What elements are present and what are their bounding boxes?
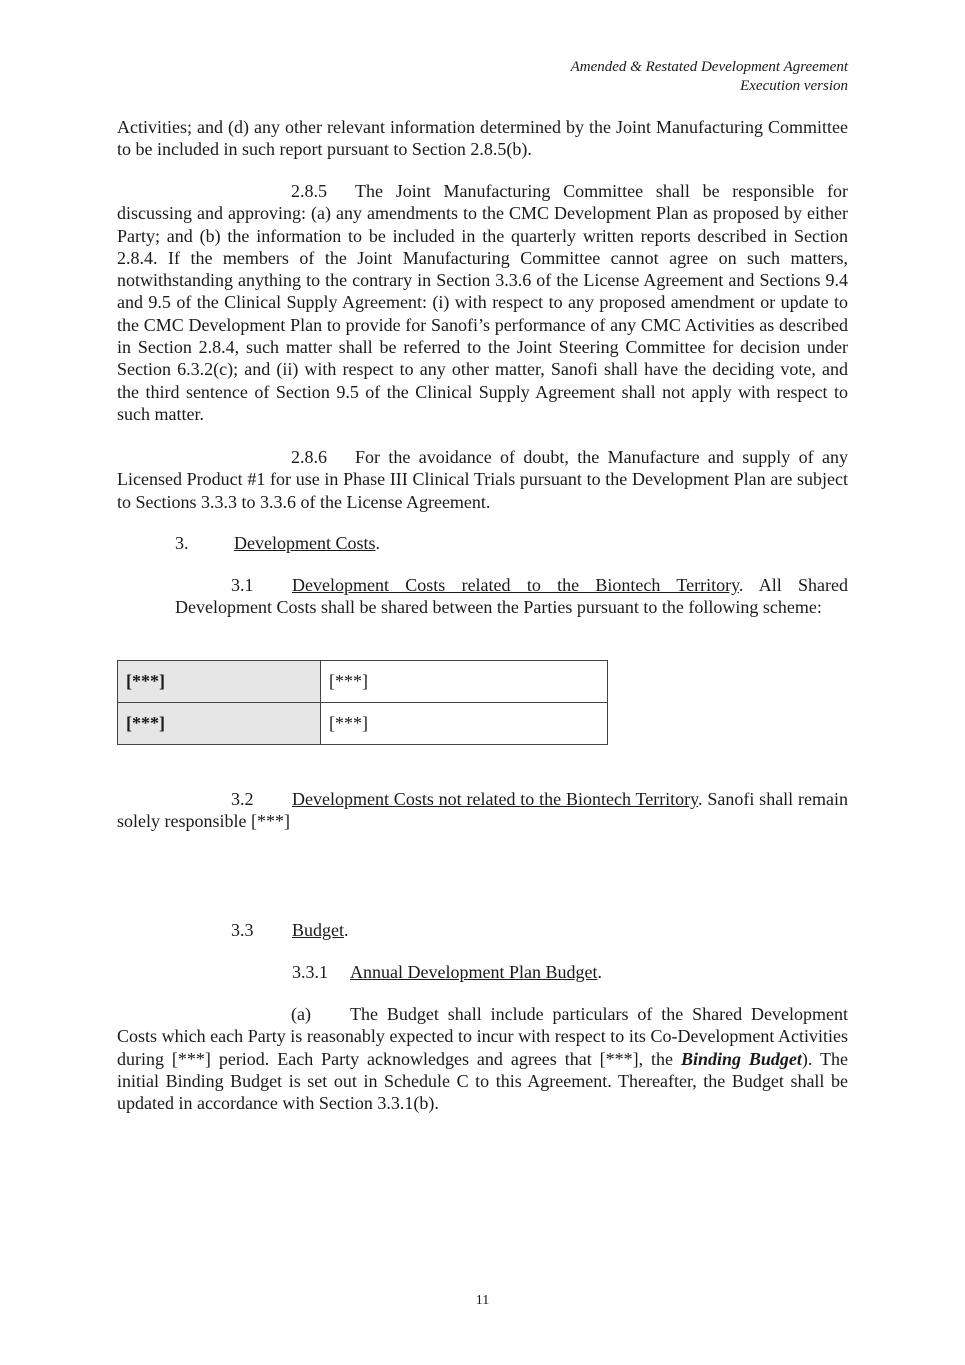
table-cell-value: [***] — [321, 703, 608, 745]
section-3-3-1-number: 3.3.1 — [292, 962, 328, 982]
section-2-8-5 — [117, 180, 848, 425]
section-3-period: . — [375, 533, 380, 553]
section-3-3-period: . — [344, 920, 349, 940]
page-number: 11 — [475, 1293, 490, 1308]
section-3-3-1-a-body-end: ). The initial Binding Budget is set out in Schedule C to this Agreement. Thereafter, the Budget shall be updated in accordance with Section 3.3.1(b). — [117, 1048, 848, 1114]
table-row — [118, 661, 608, 703]
section-3-3-1-a-number: (a) — [291, 1004, 311, 1024]
section-3-3-1-period: . — [597, 962, 602, 982]
table-cell-label: [***] — [118, 661, 321, 703]
section-2-8-6-number: 2.8.6 — [291, 447, 327, 467]
binding-budget-term: Binding Budget — [680, 1048, 802, 1069]
section-2-8-5-number: 2.8.5 — [291, 181, 327, 201]
section-2-8-5-text — [117, 180, 848, 425]
section-3-1 — [175, 574, 848, 619]
section-3-1-body: . All Shared Development Costs shall be shared between the Parties pursuant to the following scheme: — [175, 575, 848, 618]
section-3-1-text — [175, 574, 848, 619]
table-cell-value: [***] — [321, 661, 608, 703]
section-3-3-number: 3.3 — [231, 920, 254, 940]
section-3-heading — [175, 532, 848, 554]
section-3-2-text — [117, 788, 848, 833]
table-cell-label: [***] — [118, 703, 321, 745]
header-title: Amended & Restated Development Agreement — [570, 59, 848, 75]
section-3-3-1-a-text — [117, 1003, 848, 1114]
table-row — [118, 703, 608, 745]
section-2-8-5-body: The Joint Manufacturing Committee shall be responsible for discussing and approving: (a) any amendments to the CMC Development Plan as proposed by either Party; and (b) the information to be included in the quarterly written reports described in Section 2.8.4. If the members of the Joint Manufacturing Committee cannot agree on such matters, notwithstanding anything to the contrary in Section 3.3.6 of the License Agreement and Sections 9.4 and 9.5 of the Clinical Supply Agreement: (i) with respect to any proposed amendment or update to the CMC Development Plan to provide for Sanofi’s performance of any CMC Activities as described in Section 2.8.4, such matter shall be referred to the Joint Steering Committee for decision under Section 6.3.2(c); and (ii) with respect to any other matter, Sanofi shall have the deciding vote, and the third sentence of Section 9.5 of the Clinical Supply Agreement shall not apply with respect to such matter. — [117, 181, 848, 424]
section-3-1-number: 3.1 — [231, 575, 254, 595]
section-3-2-body: . Sanofi shall remain solely responsible [***] — [117, 789, 848, 832]
section-2-8-6-body: For the avoidance of doubt, the Manufacture and supply of any Licensed Product #1 for use in Phase III Clinical Trials pursuant to the Development Plan are subject to Sections 3.3.3 to 3.3.6 of the License Agreement. — [117, 447, 848, 512]
section-3-2-number: 3.2 — [231, 789, 254, 809]
section-3-2-title: Development Costs not related to the Biontech Territory — [292, 789, 699, 809]
section-3-title: Development Costs — [234, 533, 376, 553]
section-2-8-6-text — [117, 446, 848, 513]
section-3-3-title: Budget — [292, 920, 344, 940]
section-2-8-6 — [117, 446, 848, 513]
section-3-3-1-heading — [292, 961, 848, 983]
cost-sharing-table — [117, 660, 608, 745]
header-version: Execution version — [740, 78, 848, 94]
section-3-1-title: Development Costs related to the Biontech Territory — [292, 575, 739, 595]
section-3-2 — [117, 788, 848, 833]
section-3-number: 3. — [175, 533, 189, 553]
intro-text: Activities; and (d) any other relevant information determined by the Joint Manufacturing Committee to be included in such report pursuant to Section 2.8.5(b). — [117, 117, 848, 160]
section-3-3-1-a-body-start: The Budget shall include particulars of the Shared Development Costs which each Party is reasonably expected to incur with respect to its Co-Development Activities during [***] period. Each Party acknowledges and agrees that [***], the — [117, 1004, 848, 1069]
section-3-3-heading — [231, 919, 848, 941]
section-3-3-1-title: Annual Development Plan Budget — [350, 962, 598, 982]
intro-paragraph — [117, 116, 848, 161]
section-3-3-1-a — [117, 1003, 848, 1114]
running-header — [571, 58, 848, 96]
